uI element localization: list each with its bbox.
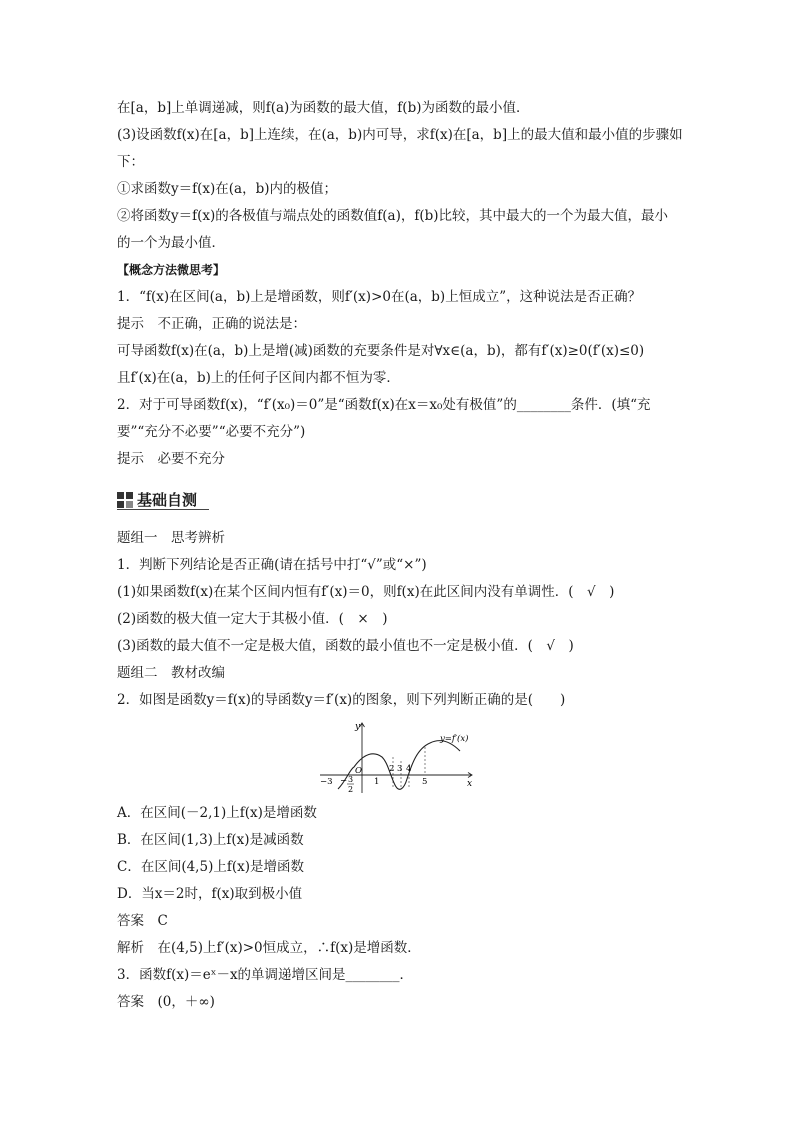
text-line: 且f′(x)在(a，b)上的任何子区间内都不恒为零． <box>117 370 400 386</box>
origin-label: O <box>355 766 362 776</box>
text-line: (1)如果函数f(x)在某个区间内恒有f′(x)＝0，则f(x)在此区间内没有单调性．( √ ) <box>117 584 615 600</box>
text-line: 可导函数f(x)在(a，b)上是增(减)函数的充要条件是对∀x∈(a，b)，都有f′(x)≥0(f′(x)≤0) <box>117 343 645 359</box>
text-line: 1．“f(x)在区间(a，b)上是增函数，则f′(x)>0在(a，b)上恒成立”，这种说法是否正确？ <box>117 289 642 305</box>
derivative-graph <box>312 717 482 797</box>
text-line: 1．判断下列结论是否正确(请在括号中打“√”或“×”) <box>117 557 427 573</box>
text-line: 题组一 思考辨析 <box>117 530 225 546</box>
tick-frac-den: 2 <box>348 785 354 794</box>
text-line: 提示 必要不充分 <box>117 451 225 467</box>
tick-frac-sign: − <box>340 776 348 786</box>
text-line: 2．对于可导函数f(x)，“f′(x₀)＝0”是“函数f(x)在x＝x₀处有极值”的________条件．(填“充 <box>117 397 651 413</box>
text-line: C．在区间(4,5)上f(x)是增函数 <box>117 859 304 875</box>
text-line: 答案 C <box>117 913 168 929</box>
text-line: ①求函数y＝f(x)在(a，b)内的极值； <box>117 181 337 197</box>
text-line: A．在区间(－2,1)上f(x)是增函数 <box>117 805 317 821</box>
section-header <box>117 489 197 510</box>
derivative-graph-figure <box>312 717 482 801</box>
text-line: 【概念方法微思考】 <box>117 263 226 277</box>
text-line: 提示 不正确，正确的说法是： <box>117 316 306 332</box>
text-line: B．在区间(1,3)上f(x)是减函数 <box>117 832 304 848</box>
curve-label: y=f′(x) <box>440 734 469 744</box>
section-title: 基础自测 <box>137 491 198 509</box>
text-line: 的一个为最小值． <box>117 235 225 251</box>
tick-label-3: 3 <box>397 764 403 774</box>
text-line: 答案 (0，＋∞) <box>117 994 215 1010</box>
x-axis-label: x <box>467 779 473 789</box>
tick-label-2: 2 <box>389 764 395 774</box>
tick-frac-num: 3 <box>348 775 354 784</box>
tick-label-1: 1 <box>374 777 380 787</box>
text-line: 下： <box>117 154 144 170</box>
section-underline <box>117 509 209 510</box>
text-line: 在[a，b]上单调递减，则f(a)为函数的最大值，f(b)为函数的最小值． <box>117 100 530 116</box>
tick-label-5: 5 <box>422 777 428 787</box>
y-axis-label: y <box>355 722 361 732</box>
text-line: D．当x＝2时，f(x)取到极小值 <box>117 886 303 902</box>
text-line: 3．函数f(x)＝eˣ－x的单调递增区间是________． <box>117 967 414 983</box>
text-line: ②将函数y＝f(x)的各极值与端点处的函数值f(a)，f(b)比较，其中最大的一个为最大值，最小 <box>117 208 669 224</box>
tick-label-4: 4 <box>406 764 412 774</box>
text-line: 2．如图是函数y＝f(x)的导函数y＝f′(x)的图象，则下列判断正确的是( ) <box>117 692 566 708</box>
text-line: (2)函数的极大值一定大于其极小值．( × ) <box>117 611 388 627</box>
tick-label-neg3: −3 <box>320 777 333 787</box>
text-line: 题组二 教材改编 <box>117 665 225 681</box>
text-line: 解析 在(4,5)上f′(x)>0恒成立，∴f(x)是增函数． <box>117 940 421 956</box>
text-line: (3)函数的最大值不一定是极大值，函数的最小值也不一定是极小值．( √ ) <box>117 638 574 654</box>
text-line: 要”“充分不必要”“必要不充分”) <box>117 424 306 440</box>
section-square-icon <box>117 492 133 508</box>
text-line: (3)设函数f(x)在[a，b]上连续，在(a，b)内可导，求f(x)在[a，b]上的最大值和最小值的步骤如 <box>117 127 683 143</box>
